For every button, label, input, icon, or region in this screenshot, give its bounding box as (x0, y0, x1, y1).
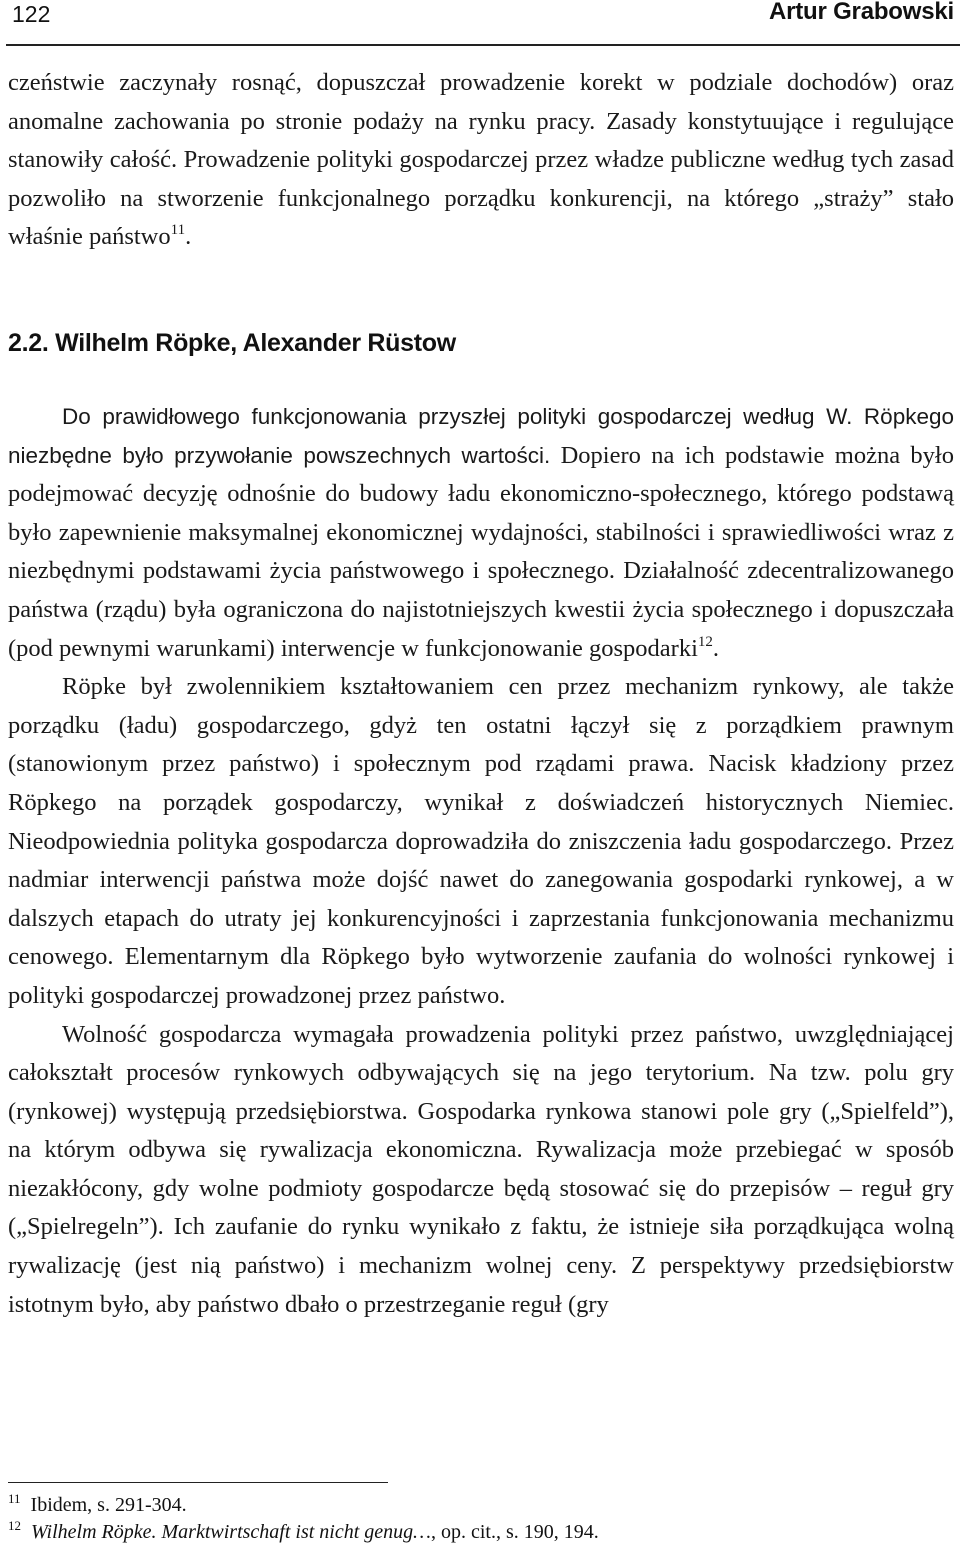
footnote-12 (8, 1519, 954, 1546)
footnotes (8, 1492, 954, 1546)
footnote-11 (8, 1492, 954, 1519)
paragraph-1 (8, 398, 954, 668)
page-number: 122 (12, 1, 51, 27)
footnote-text: Ibidem, s. 291-304. (30, 1494, 187, 1516)
paragraph-1-tail: . (712, 634, 720, 662)
footnote-number: 11 (8, 1491, 21, 1506)
footnote-cited-title: Wilhelm Röpke. Marktwirtschaft ist nicht genug… (31, 1521, 431, 1543)
running-header (6, 0, 960, 46)
paragraph-3: Wolność gospodarcza wymagała prowadzenia polityki przez państwo, uwzględniającej całokształt procesów rynkowych odbywających się na jego terytorium. Na tzw. polu gry (rynkowej) występują przedsiębiorstwa. Gospodarka rynkowa stanowi pole gry („Spielfeld”), na którym odbywa się rywalizacja ekonomiczna. Rywalizacja może przebiegać w sposób niezakłócony, gdy wolne podmioty gospodarcze będą stosować się do przepisów – reguł gry („Spielregeln”). Ich zaufanie do rynku wynikało z faktu, że istnieje siła porządkująca wolną rywalizację (jest nią państwo) i mechanizm wolnej ceny. Z perspektywy przedsiębiorstw istotnym było, aby państwo dbało o przestrzeganie reguł (gry (8, 1020, 954, 1318)
paragraph-2: Röpke był zwolennikiem kształtowaniem cen przez mechanizm rynkowy, ale także porządku (ładu) gospodarczego, gdyż ten ostatni łączył się z porządkiem prawnym (stanowionym przez państwo) i społecznym pod rządami prawa. Nacisk kładziony przez Röpkego na porządek gospodarczy, wynikał z doświadczeń historycznych Niemiec. Nieodpowiednia polityka gospodarcza doprowadziła do zniszczenia ładu gospodarczego. Przez nadmiar interwencji państwa może dojść nawet do zanegowania gospodarki rynkowej, a w dalszych etapach do utraty jej konkurencyjności i zaprzestania funkcjonowania mechanizmu cenowego. Elementarnym dla Röpkego było wytworzenie zaufania do wolności rynkowej i polityki gospodarczej prowadzonej przez państwo. (8, 673, 954, 1009)
section-heading: 2.2. Wilhelm Röpke, Alexander Rüstow (8, 329, 456, 357)
paragraph-1-rest: Dopiero na ich podstawie można było podejmować decyzję odnośnie do budowy ładu ekonomiczno-społecznego, którego podstawą było zapewnienie maksymalnej ekonomicznej wydajności, stabilności i sprawiedliwości wraz z niezbędnymi podstawami życia państwowego i społecznego. Działalność zdecentralizowanego państwa (rządu) była ograniczona do najistotniejszych kwestii życia społecznego i dopuszczała (pod pewnymi warunkami) interwencje w funkcjonowanie gospodarki (8, 441, 954, 662)
footnote-rule (8, 1482, 388, 1483)
section-body (8, 398, 954, 1324)
footnote-ref-11: 11 (170, 222, 186, 239)
footnote-number: 12 (8, 1518, 21, 1533)
paragraph-tail: . (185, 223, 192, 251)
continued-paragraph (8, 64, 954, 257)
running-head-author: Artur Grabowski (768, 0, 954, 25)
footnote-text: , op. cit., s. 190, 194. (430, 1521, 599, 1543)
footnote-ref-12: 12 (697, 633, 713, 650)
paragraph-continued (8, 64, 954, 257)
paragraph-text: czeństwie zaczynały rosnąć, dopuszczał prowadzenie korekt w podziale dochodów) oraz anomalne zachowania po stronie podaży na rynku pracy. Zasady konstytuujące i regulujące stanowiły całość. Prowadzenie polityki gospodarczej przez władze publiczne według tych zasad pozwoliło na stworzenie funkcjonalnego porządku konkurencji, na którego „straży” stało właśnie państwo (8, 69, 954, 251)
paragraph-1-lead: Do prawidłowego funkcjonowania przyszłej polityki gospodarczej według W. Röpkego niezbędne było przywołanie powszechnych wartości. (8, 404, 954, 468)
